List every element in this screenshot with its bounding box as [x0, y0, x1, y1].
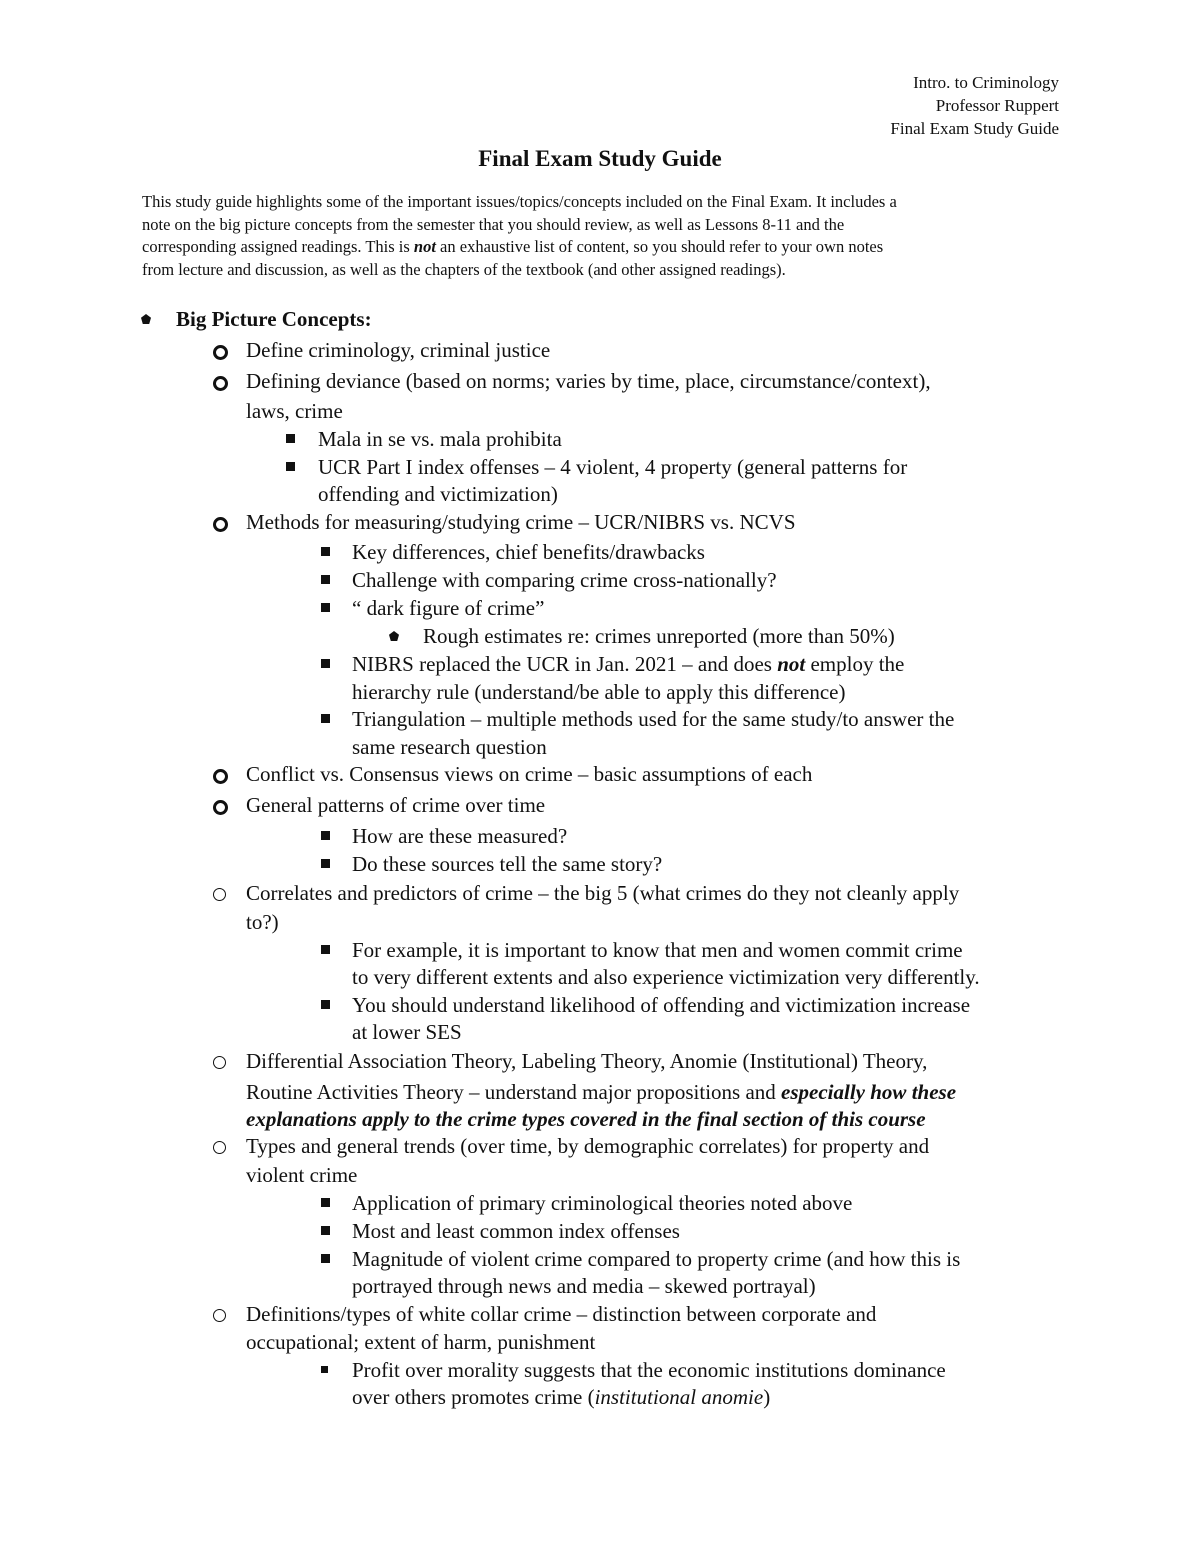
item-text: How are these measured?	[352, 824, 568, 848]
header-course: Intro. to Criminology	[913, 73, 1059, 92]
item-text	[352, 650, 904, 678]
item-text: Differential Association Theory, Labeling Theory, Anomie (Institutional) Theory,	[246, 1049, 928, 1073]
square-bullet-icon	[321, 831, 330, 840]
item-text-cont: portrayed through news and media – skewed portrayal)	[352, 1274, 816, 1298]
square-bullet-icon	[321, 575, 330, 584]
item-text-part: )	[763, 1385, 771, 1409]
item-text: Magnitude of violent crime compared to property crime (and how this is	[352, 1247, 961, 1271]
square-bullet-icon	[321, 859, 330, 868]
item-text: Do these sources tell the same story?	[352, 852, 663, 876]
item-text: “ dark figure of crime”	[352, 596, 545, 620]
circle-bullet-icon	[213, 345, 228, 360]
emphasis-not: not	[777, 652, 806, 676]
item-text-cont: same research question	[352, 735, 547, 759]
square-bullet-icon	[321, 714, 330, 723]
item-text: Methods for measuring/studying crime – UCR/NIBRS vs. NCVS	[246, 510, 796, 534]
page-header	[890, 71, 1059, 140]
item-text-cont	[352, 1383, 770, 1411]
circle-bullet-icon	[213, 888, 226, 901]
item-text: General patterns of crime over time	[246, 793, 546, 817]
item-text-cont	[246, 1078, 956, 1106]
item-text-cont: occupational; extent of harm, punishment	[246, 1330, 596, 1354]
square-bullet-icon	[321, 659, 330, 668]
circle-bullet-icon	[213, 769, 228, 784]
item-text: Conflict vs. Consensus views on crime – basic assumptions of each	[246, 762, 813, 786]
item-text-cont: laws, crime	[246, 399, 343, 423]
item-text-part: Routine Activities Theory – understand major propositions and	[246, 1080, 782, 1104]
item-text-part: employ the	[805, 652, 905, 676]
intro-emphasis-not: not	[413, 237, 436, 256]
item-text: Challenge with comparing crime cross-nationally?	[352, 568, 777, 592]
square-bullet-icon	[286, 462, 295, 471]
item-text: Triangulation – multiple methods used for the same study/to answer the	[352, 707, 955, 731]
item-text: Definitions/types of white collar crime – distinction between corporate and	[246, 1302, 877, 1326]
square-bullet-icon	[321, 603, 330, 612]
circle-bullet-icon	[213, 1056, 226, 1069]
square-bullet-icon	[321, 1254, 330, 1263]
item-text-cont: to?)	[246, 910, 279, 934]
header-professor: Professor Ruppert	[935, 96, 1059, 115]
item-text: Key differences, chief benefits/drawbacks	[352, 540, 705, 564]
item-text-part: over others promotes crime (	[352, 1385, 595, 1409]
item-text-cont: violent crime	[246, 1163, 358, 1187]
square-bullet-icon	[321, 547, 330, 556]
intro-paragraph	[142, 191, 1057, 281]
item-text: Define criminology, criminal justice	[246, 338, 551, 362]
circle-bullet-icon	[213, 1309, 226, 1322]
item-text: You should understand likelihood of offending and victimization increase	[352, 993, 971, 1017]
intro-line-3a: corresponding assigned readings. This is	[142, 237, 414, 256]
item-text: UCR Part I index offenses – 4 violent, 4 property (general patterns for	[318, 455, 908, 479]
item-text: Correlates and predictors of crime – the big 5 (what crimes do they not cleanly apply	[246, 881, 960, 905]
item-text: For example, it is important to know that men and women commit crime	[352, 938, 963, 962]
item-text: Most and least common index offenses	[352, 1219, 680, 1243]
item-text: Defining deviance (based on norms; varies by time, place, circumstance/context),	[246, 369, 931, 393]
emphasis-text: especially how these	[781, 1080, 957, 1104]
square-bullet-icon	[321, 1226, 330, 1235]
item-text-cont: at lower SES	[352, 1020, 462, 1044]
square-bullet-icon	[321, 945, 330, 954]
intro-line-3	[142, 236, 1057, 259]
circle-bullet-icon	[213, 376, 228, 391]
circle-bullet-icon	[213, 1141, 226, 1154]
item-text-cont: hierarchy rule (understand/be able to apply this difference)	[352, 680, 846, 704]
bullet-icon	[141, 314, 151, 324]
square-bullet-icon	[286, 434, 295, 443]
emphasis-text: institutional anomie	[594, 1385, 764, 1409]
circle-bullet-icon	[213, 517, 228, 532]
bullet-icon	[389, 631, 399, 641]
intro-line-3b: an exhaustive list of content, so you should refer to your own notes	[435, 237, 884, 256]
page-title: Final Exam Study Guide	[478, 146, 722, 171]
item-text: Mala in se vs. mala prohibita	[318, 427, 562, 451]
emphasis-text: explanations apply to the crime types covered in the final section of this course	[246, 1107, 926, 1131]
square-bullet-icon	[321, 1198, 330, 1207]
square-bullet-icon	[321, 1000, 330, 1009]
intro-line-1: This study guide highlights some of the important issues/topics/concepts included on the Final Exam. It includes a	[142, 192, 897, 211]
circle-bullet-icon	[213, 800, 228, 815]
item-text: Rough estimates re: crimes unreported (more than 50%)	[423, 624, 895, 648]
item-text-cont: to very different extents and also experience victimization very differently.	[352, 965, 980, 989]
item-text-part: NIBRS replaced the UCR in Jan. 2021 – and does	[352, 652, 778, 676]
item-text-cont: offending and victimization)	[318, 482, 558, 506]
square-bullet-icon	[321, 1366, 328, 1373]
item-text: Types and general trends (over time, by demographic correlates) for property and	[246, 1134, 930, 1158]
item-text: Application of primary criminological theories noted above	[352, 1191, 853, 1215]
intro-line-4: from lecture and discussion, as well as the chapters of the textbook (and other assigned readings).	[142, 259, 786, 279]
header-doc: Final Exam Study Guide	[890, 119, 1059, 138]
item-text: Profit over morality suggests that the economic institutions dominance	[352, 1358, 946, 1382]
outline-heading: Big Picture Concepts:	[176, 307, 372, 331]
intro-line-2: note on the big picture concepts from the semester that you should review, as well as Lessons 8-11 and the	[142, 214, 845, 234]
